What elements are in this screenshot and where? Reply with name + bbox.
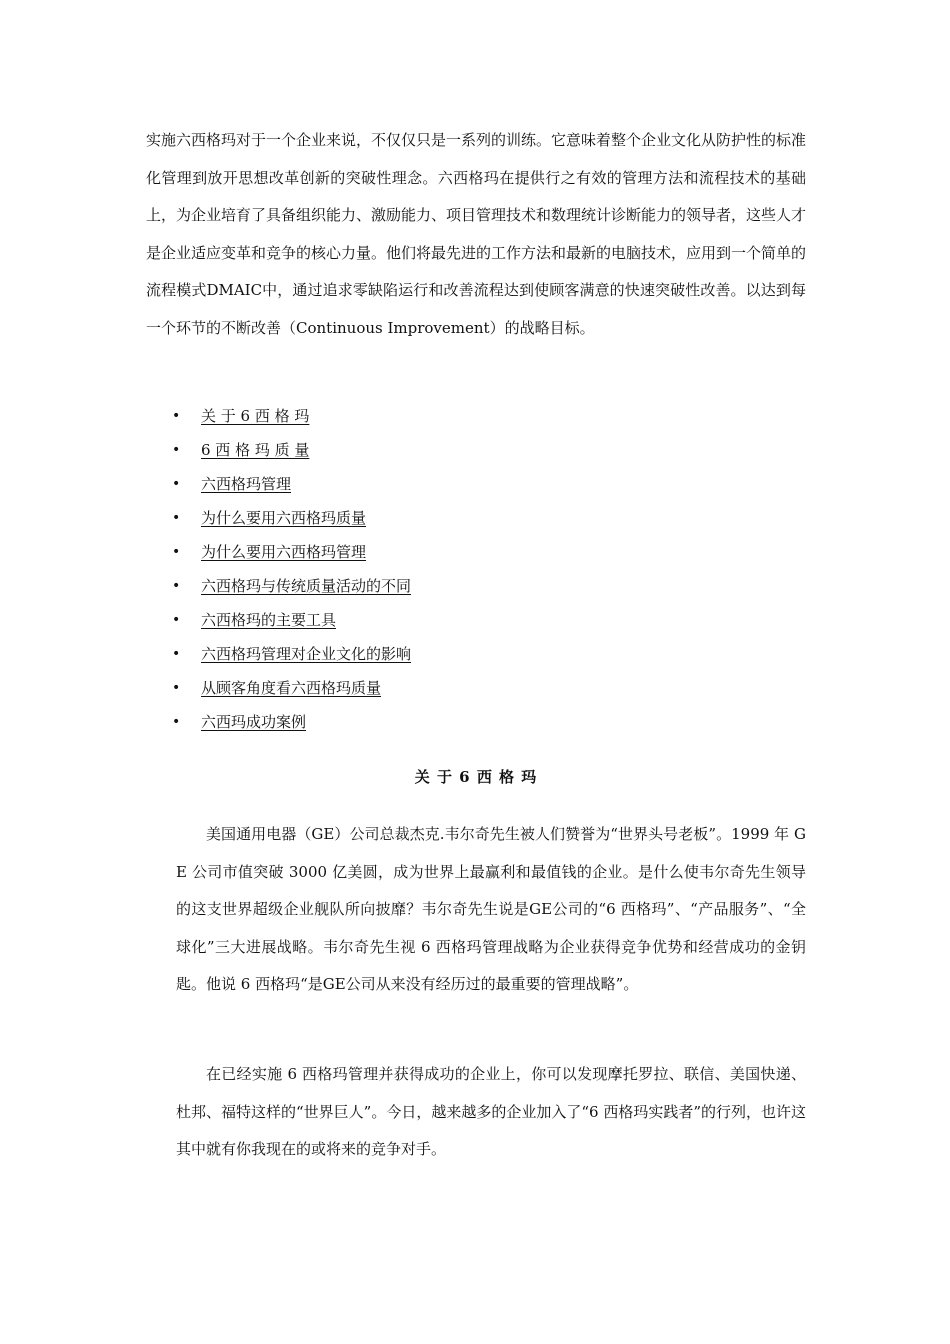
bullet-icon: •	[172, 646, 181, 662]
toc-item	[146, 705, 806, 739]
toc-link-success-cases[interactable]: 六西玛成功案例	[201, 713, 307, 731]
toc-link-why-quality[interactable]: 为什么要用六西格玛质量	[201, 509, 367, 527]
toc-item	[146, 433, 806, 467]
bullet-icon: •	[172, 578, 181, 594]
toc-item	[146, 535, 806, 569]
bullet-icon: •	[172, 714, 181, 730]
toc-link-vs-traditional[interactable]: 六西格玛与传统质量活动的不同	[201, 577, 412, 595]
bullet-icon: •	[172, 544, 181, 560]
toc-link-about-6-sigma[interactable]: 关 于 6 西 格 玛	[201, 407, 310, 425]
bullet-icon: •	[172, 510, 181, 526]
toc-link-6-sigma-quality[interactable]: 6 西 格 玛 质 量	[201, 441, 310, 459]
toc-link-culture-impact[interactable]: 六西格玛管理对企业文化的影响	[201, 645, 412, 663]
toc-item	[146, 603, 806, 637]
bullet-icon: •	[172, 612, 181, 628]
bullet-icon: •	[172, 476, 181, 492]
bullet-icon: •	[172, 680, 181, 696]
toc-link-customer-view[interactable]: 从顾客角度看六西格玛质量	[201, 679, 382, 697]
bullet-icon: •	[172, 442, 181, 458]
toc-item	[146, 637, 806, 671]
toc-item	[146, 399, 806, 433]
toc-item	[146, 501, 806, 535]
toc-link-six-sigma-management[interactable]: 六西格玛管理	[201, 475, 292, 493]
toc-link-main-tools[interactable]: 六西格玛的主要工具	[201, 611, 337, 629]
intro-paragraph: 实施六西格玛对于一个企业来说，不仅仅只是一系列的训练。它意味着整个企业文化从防护性的标准化管理到放开思想改革创新的突破性理念。六西格玛在提供行之有效的管理方法和流程技术的基础上，为企业培育了具备组织能力、激励能力、项目管理技术和数理统计诊断能力的领导者，这些人才是企业适应变革和竞争的核心力量。他们将最先进的工作方法和最新的电脑技术，应用到一个简单的流程模式DMAIC中，通过追求零缺陷运行和改善流程达到使顾客满意的快速突破性改善。以达到每一个环节的不断改善（Continuous Improvement）的战略目标。	[146, 131, 807, 337]
toc-item	[146, 569, 806, 603]
bullet-icon: •	[172, 408, 181, 424]
body-paragraph: 在已经实施 6 西格玛管理并获得成功的企业上，你可以发现摩托罗拉、联信、美国快递、杜邦、福特这样的“世界巨人”。今日，越来越多的企业加入了“6 西格玛实践者”的行列，也许这其中就有你我现在的或将来的竞争对手。	[176, 1065, 806, 1158]
toc-link-why-management[interactable]: 为什么要用六西格玛管理	[201, 543, 367, 561]
section-title: 关 于 6 西 格 玛	[414, 768, 538, 786]
body-paragraph: 美国通用电器（GE）公司总裁杰克.韦尔奇先生被人们赞誉为“世界头号老板”。1999 年 GE 公司市值突破 3000 亿美圆，成为世界上最赢利和最值钱的企业。是什么使韦尔奇先生领导的这支世界超级企业舰队所向披靡？韦尔奇先生说是GE公司的“6 西格玛”、“产品服务”、“全球化”三大进展战略。韦尔奇先生视 6 西格玛管理战略为企业获得竞争优势和经营成功的金钥匙。他说 6 西格玛“是GE公司从来没有经历过的最重要的管理战略”。	[176, 825, 806, 993]
toc-item	[146, 671, 806, 705]
toc-item	[146, 467, 806, 501]
table-of-contents	[146, 399, 806, 739]
